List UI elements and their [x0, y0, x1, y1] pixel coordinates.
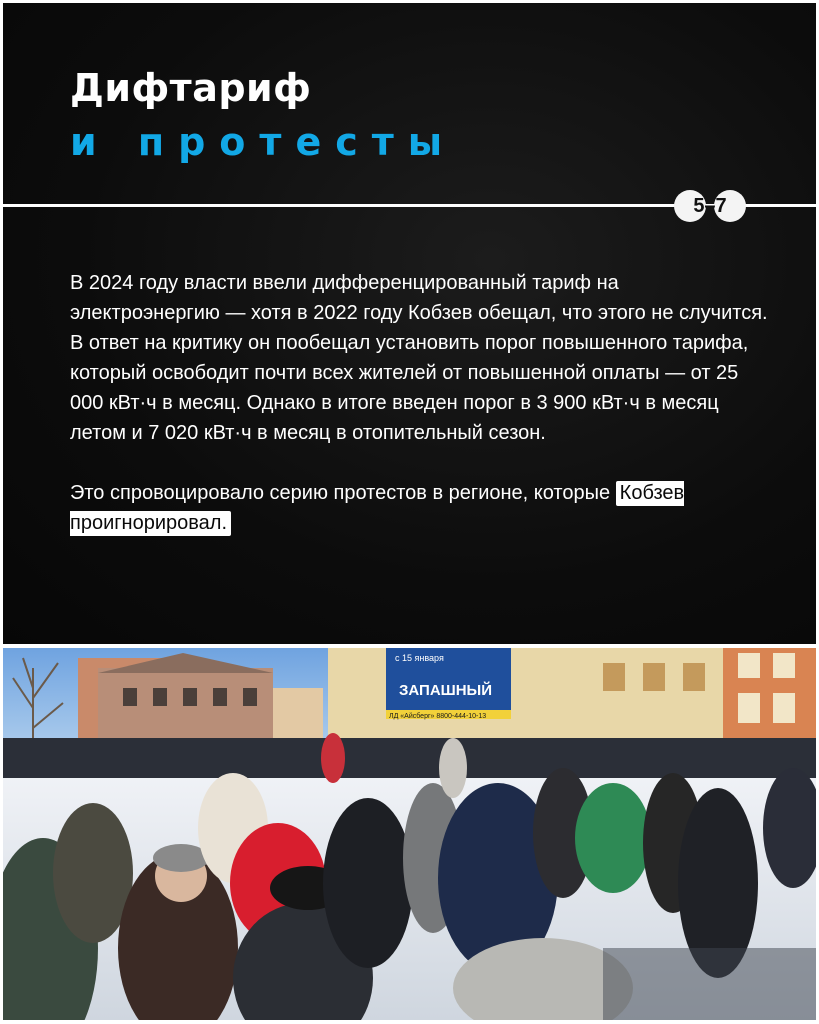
page-indicator — [672, 190, 748, 222]
paragraph-1: В 2024 году власти ввели дифференцированный тариф на электроэнергию — хотя в 2022 году Кобзев обещал, что этого не случится. В ответ на критику он пообещал установить порог повышенного тарифа, который освободит почти всех жителей от повышенной оплаты — от 25 000 кВт·ч в месяц. Однако в итоге введен порог в 3 900 кВт·ч в месяц летом и 7 020 кВт·ч в месяц в отопительный сезон. — [70, 272, 768, 444]
billboard-title: ЗАПАШНЫЙ — [399, 682, 493, 699]
billboard-date: с 15 января — [395, 653, 444, 663]
billboard-phone: ЛД «Айсберг» 8800-444-10-13 — [389, 713, 487, 720]
paragraph-2-text: Это спровоцировало серию протестов в регионе, которые — [70, 482, 616, 504]
body-text — [70, 268, 770, 538]
paragraph-2 — [70, 478, 770, 538]
highlighted-phrase: Кобзев проигнорировал. — [70, 482, 685, 534]
billboard — [386, 648, 511, 720]
protest-photo — [3, 648, 816, 1020]
page-indicator-label: 5–7 — [693, 195, 727, 217]
protest-crowd-illustration — [3, 648, 816, 1020]
title-line-2: и протесты — [70, 120, 457, 164]
title-line-1: Дифтариф — [70, 66, 312, 110]
